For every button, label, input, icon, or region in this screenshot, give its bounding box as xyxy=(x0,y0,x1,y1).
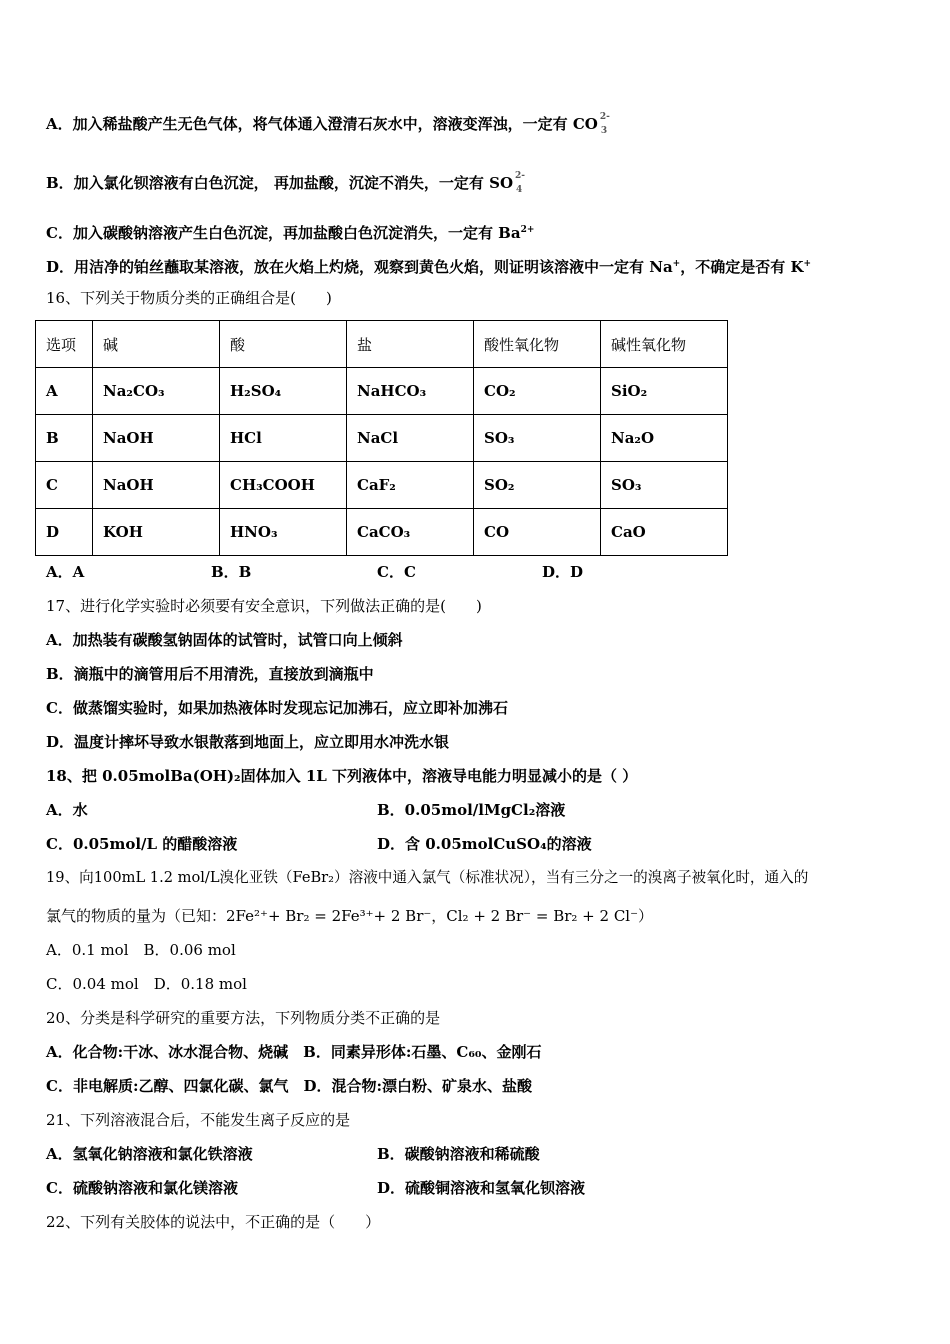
q18-option-a: A．水 xyxy=(46,801,88,819)
q15-option-d-text-a: D．用洁净的铂丝蘸取某溶液，放在火焰上灼烧，观察到黄色火焰，则证明该溶液中一定有 Na xyxy=(46,258,673,276)
q15-option-d-text-b: ，不确定是否有 K xyxy=(680,258,804,276)
table-cell: NaCl xyxy=(347,415,474,462)
q15-option-b xyxy=(46,171,526,195)
q20-options-ab: A．化合物:干冰、冰水混合物、烧碱 B．同素异形体:石墨、C₆₀、金刚石 xyxy=(46,1043,542,1061)
table-cell: Na₂O xyxy=(601,415,728,462)
table-row xyxy=(36,415,728,462)
q17-option-a: A．加热装有碳酸氢钠固体的试管时，试管口向上倾斜 xyxy=(46,631,403,649)
q19-options-ab: A．0.1 mol B．0.06 mol xyxy=(46,941,236,959)
q17-option-c: C．做蒸馏实验时，如果加热液体时发现忘记加沸石，应立即补加沸石 xyxy=(46,699,508,717)
table-cell: Na₂CO₃ xyxy=(93,368,220,415)
table-cell: HNO₃ xyxy=(220,509,347,556)
table-header-cell: 盐 xyxy=(347,321,474,368)
q15-option-c-sup: 2+ xyxy=(520,225,535,235)
q18-option-d: D．含 0.05molCuSO₄的溶液 xyxy=(377,835,592,853)
table-cell: CO xyxy=(474,509,601,556)
q16-stem: 16、下列关于物质分类的正确组合是( ) xyxy=(46,289,332,307)
table-cell: H₂SO₄ xyxy=(220,368,347,415)
table-cell: HCl xyxy=(220,415,347,462)
table-cell: SO₃ xyxy=(474,415,601,462)
q21-option-c: C．硫酸钠溶液和氯化镁溶液 xyxy=(46,1179,238,1197)
q15-option-d-sup2: + xyxy=(803,259,812,269)
q15-option-b-charge: 2- xyxy=(515,171,526,181)
q17-stem: 17、进行化学实验时必须要有安全意识，下列做法正确的是( ) xyxy=(46,597,482,615)
q20-stem: 20、分类是科学研究的重要方法，下列物质分类不正确的是 xyxy=(46,1009,441,1027)
table-row xyxy=(36,462,728,509)
q15-option-d-sup1: + xyxy=(672,259,681,269)
q15-option-a-text: A．加入稀盐酸产生无色气体，将气体通入澄清石灰水中，溶液变浑浊，一定有 CO xyxy=(46,115,598,133)
q17-option-d: D．温度计摔坏导致水银散落到地面上，应立即用水冲洗水银 xyxy=(46,733,450,751)
table-cell: D xyxy=(36,509,93,556)
q21-option-b: B．碳酸钠溶液和稀硫酸 xyxy=(377,1145,540,1163)
table-cell: SiO₂ xyxy=(601,368,728,415)
table-cell: CO₂ xyxy=(474,368,601,415)
table-header-cell: 碱 xyxy=(93,321,220,368)
q15-option-a-charge: 2- xyxy=(599,112,610,122)
q16-option-c: C．C xyxy=(377,563,416,581)
q16-option-d: D．D xyxy=(542,563,584,581)
table-cell: CaCO₃ xyxy=(347,509,474,556)
q15-option-b-text: B．加入氯化钡溶液有白色沉淀， 再加盐酸，沉淀不消失，一定有 SO xyxy=(46,174,514,192)
table-row xyxy=(36,368,728,415)
q15-option-c-text: C．加入碳酸钠溶液产生白色沉淀，再加盐酸白色沉淀消失，一定有 Ba xyxy=(46,224,521,242)
table-cell: NaOH xyxy=(93,462,220,509)
table-row xyxy=(36,509,728,556)
q15-option-c xyxy=(46,220,534,243)
table-header-cell: 碱性氧化物 xyxy=(601,321,728,368)
q16-option-b: B．B xyxy=(211,563,252,581)
q19-stem-line1: 19、向100mL 1.2 mol/L溴化亚铁（FeBr₂）溶液中通入氯气（标准状况），当有三分之一的溴离子被氧化时，通入的 xyxy=(46,869,809,886)
q16-option-a: A．A xyxy=(46,563,85,581)
table-cell: NaOH xyxy=(93,415,220,462)
table-cell: CH₃COOH xyxy=(220,462,347,509)
q21-option-d: D．硫酸铜溶液和氢氧化钡溶液 xyxy=(377,1179,586,1197)
q18-option-b: B．0.05mol/lMgCl₂溶液 xyxy=(377,801,566,819)
table-cell: A xyxy=(36,368,93,415)
q18-stem: 18、把 0.05molBa(OH)₂固体加入 1L 下列液体中，溶液导电能力明显减小的是（ ） xyxy=(46,767,638,785)
q22-stem: 22、下列有关胶体的说法中，不正确的是（ ） xyxy=(46,1213,381,1231)
table-header-row xyxy=(36,321,728,368)
table-cell: CaF₂ xyxy=(347,462,474,509)
q20-options-cd: C．非电解质:乙醇、四氯化碳、氯气 D．混合物:漂白粉、矿泉水、盐酸 xyxy=(46,1077,533,1095)
q21-stem: 21、下列溶液混合后，不能发生离子反应的是 xyxy=(46,1111,351,1129)
table-cell: KOH xyxy=(93,509,220,556)
q15-option-a-sub: 3 xyxy=(600,126,608,136)
table-header-cell: 酸性氧化物 xyxy=(474,321,601,368)
q15-option-b-sub: 4 xyxy=(516,185,523,195)
table-cell: SO₂ xyxy=(474,462,601,509)
table-cell: B xyxy=(36,415,93,462)
table-cell: NaHCO₃ xyxy=(347,368,474,415)
q19-options-cd: C．0.04 mol D．0.18 mol xyxy=(46,975,247,993)
table-cell: CaO xyxy=(601,509,728,556)
q16-classification-table xyxy=(35,320,728,556)
table-cell: SO₃ xyxy=(601,462,728,509)
table-cell: C xyxy=(36,462,93,509)
q15-option-a xyxy=(46,114,608,134)
q17-option-b: B．滴瓶中的滴管用后不用清洗，直接放到滴瓶中 xyxy=(46,665,374,683)
table-header-cell: 选项 xyxy=(36,321,93,368)
table-header-cell: 酸 xyxy=(220,321,347,368)
q19-stem-line2: 氯气的物质的量为（已知：2Fe²⁺+ Br₂ = 2Fe³⁺+ 2 Br⁻，Cl₂ + 2 Br⁻ = Br₂ + 2 Cl⁻） xyxy=(46,907,654,925)
q18-option-c: C．0.05mol/L 的醋酸溶液 xyxy=(46,835,238,853)
q15-option-d xyxy=(46,254,811,277)
q21-option-a: A．氢氧化钠溶液和氯化铁溶液 xyxy=(46,1145,253,1163)
